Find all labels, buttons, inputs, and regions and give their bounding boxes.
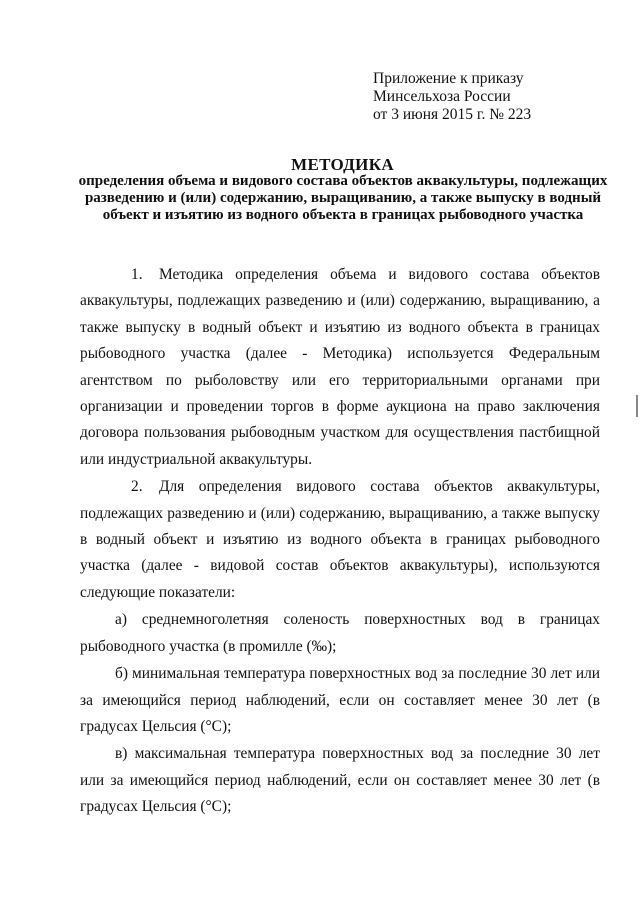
document-subtitle: определения объема и видового состава объектов аквакультуры, подлежащих разведению и (или) содержанию, выращиванию, а также выпуску в водный объект и изъятию из водного объекта в границах рыбоводного участка (78, 173, 608, 223)
approval-line-1: Приложение к приказу (373, 70, 524, 87)
paragraph-1 (80, 262, 600, 473)
approval-block (373, 70, 603, 124)
paragraph-number: 2. (131, 478, 143, 496)
list-item-b: б) минимальная температура поверхностных вод за последние 30 лет или за имеющийся период наблюдений, если он составляет менее 30 лет (в градусах Цельсия (°С); (80, 665, 600, 735)
document-title: МЕТОДИКА (291, 155, 394, 174)
list-item-c: в) максимальная температура поверхностных вод за последние 30 лет или за имеющийся период наблюдений, если он составляет менее 30 лет (в градусах Цельсия (°С); (80, 745, 600, 816)
paragraph-text: Методика определения объема и видового состава объектов аквакультуры, подлежащих разведению и (или) содержанию, выращиванию, а также выпуску в водный объект и изъятию из водного объекта в границах рыбоводного участка (далее - Методика) используется Федеральным агентством по рыболовству или его территориальными органами при организации и проведении торгов в форме аукциона на право заключения договора пользования рыбоводным участком для осуществления пастбищной или индустриальной аквакультуры. (80, 266, 600, 468)
paragraph-text: Для определения видового состава объектов аквакультуры, подлежащих разведению и (или) содержанию, выращиванию, а также выпуску в водный объект и изъятию из водного объекта в границах рыбоводного участка (далее - видовой состав объектов аквакультуры), используются следующие показатели: (80, 478, 600, 601)
approval-line-2: Минсельхоза России (373, 88, 511, 105)
list-item-a: а) среднемноголетняя соленость поверхностных вод в границах рыбоводного участка (в промилле (‰); (80, 611, 600, 655)
paragraph-number: 1. (131, 266, 143, 283)
scan-edge-mark (636, 395, 638, 417)
paragraph-2 (80, 474, 600, 606)
approval-line-3: от 3 июня 2015 г. № 223 (373, 106, 532, 123)
document-body (80, 262, 600, 821)
